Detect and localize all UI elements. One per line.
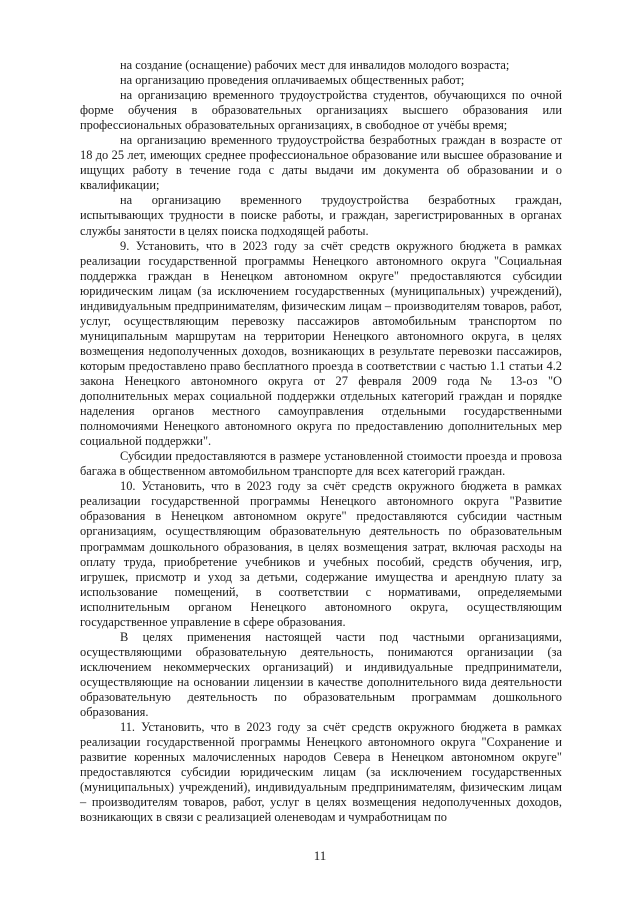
document-body xyxy=(80,58,562,825)
paragraph-workplaces-disabled: на создание (оснащение) рабочих мест для инвалидов молодого возраста; xyxy=(120,58,510,72)
paragraph-subsidy-amount: Субсидии предоставляются в размере установленной стоимости проезда и провоза багажа в общественном автомобильном транспорте для всех категорий граждан. xyxy=(80,449,562,479)
paragraph-students-employment: на организацию временного трудоустройства студентов, обучающихся по очной форме обучения в образовательных организациях высшего образования или профессиональных образовательных организациях, в свободное от учёбы время; xyxy=(80,88,562,133)
paragraph-public-works: на организацию проведения оплачиваемых общественных работ; xyxy=(120,73,465,88)
page-number: 11 xyxy=(313,848,327,863)
paragraph-section-10: 10. Установить, что в 2023 году за счёт средств окружного бюджета в рамках реализации государственной программы Ненецкого автономного округа "Развитие образования в Ненецком автономном округе" предоставляются субсидии частным организациям, осуществляющим образовательную деятельность по образовательным программам дошкольного образования, в целях возмещения затрат, включая расходы на оплату труда, приобретение учебников и учебных пособий, средств обучения, игр, игрушек, присмотр и уход за детьми, содержание имущества и арендную плату за использование помещений, в соответствии с нормативами, определяемыми исполнительным органом Ненецкого автономного округа, осуществляющим государственное управление в сфере образования. xyxy=(80,479,562,629)
paragraph-section-11: 11. Установить, что в 2023 году за счёт средств окружного бюджета в рамках реализации государственной программы Ненецкого автономного округа "Сохранение и развитие коренных малочисленных народов Севера в Ненецком автономном округе" предоставляются субсидии юридическим лицам (за исключением государственных (муниципальных) учреждений), индивидуальным предпринимателям, физическим лицам – производителям товаров, работ, услуг в целях возмещения недополученных доходов, возникающих в связи с реализацией оленеводам и чумработницам по xyxy=(80,720,562,825)
paragraph-section-9: 9. Установить, что в 2023 году за счёт средств окружного бюджета в рамках реализации государственной программы Ненецкого автономного округа "Социальная поддержка граждан в Ненецком автономном округе" предоставляются субсидии юридическим лицам (за исключением государственных (муниципальных) учреждений), индивидуальным предпринимателям, физическим лицам – производителям товаров, работ, услуг, осуществляющим перевозку пассажиров автомобильным транспортом по муниципальным маршрутам на территории Ненецкого автономного округа, в целях возмещения недополученных доходов, возникающих в результате перевозки пассажиров, которым предоставлено право бесплатного проезда в соответствии с частью 1.1 статьи 4.2 закона Ненецкого автономного округа от 27 февраля 2009 года № 13-оз "О дополнительных мерах социальной поддержки отдельных категорий граждан и порядке наделения органов местного самоуправления отдельными государственными полномочиями Ненецкого автономного округа по предоставлению дополнительных мер социальной поддержки". xyxy=(80,238,562,449)
paragraph-unemployed-18-25: на организацию временного трудоустройства безработных граждан в возрасте от 18 до 25 лет, имеющих среднее профессиональное образование или высшее образование и ищущих работу в течение года с даты выдачи им документа об образовании и о квалификации; xyxy=(80,133,562,193)
paragraph-private-organizations: В целях применения настоящей части под частными организациями, осуществляющими образовательную деятельность, понимаются организации (за исключением некоммерческих организаций) и индивидуальные предприниматели, осуществляющие на основании лицензии в качестве дополнительного вида деятельности образовательную деятельность по образовательным программам дошкольного образования. xyxy=(80,629,562,720)
paragraph-unemployed-difficulties: на организацию временного трудоустройства безработных граждан, испытывающих трудности в поиске работы, и граждан, зарегистрированных в органах службы занятости в целях поиска подходящей работы. xyxy=(80,193,562,238)
